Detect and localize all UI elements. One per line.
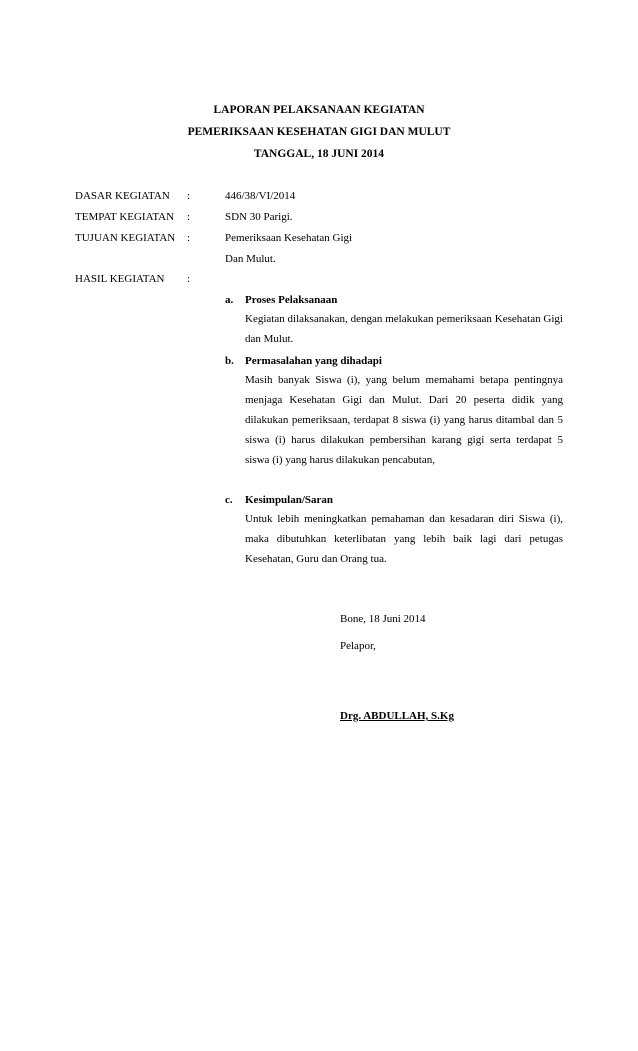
tujuan-value-line1: Pemeriksaan Kesehatan Gigi: [225, 232, 353, 244]
colon: :: [187, 190, 191, 202]
report-date: TANGGAL, 18 JUNI 2014: [253, 148, 385, 160]
hasil-label: HASIL KEGIATAN: [75, 273, 165, 285]
tujuan-label: TUJUAN KEGIATAN: [75, 232, 176, 244]
dasar-label: DASAR KEGIATAN: [75, 190, 170, 202]
section-heading: Permasalahan yang dihadapi: [245, 355, 382, 367]
signature-role: Pelapor,: [340, 640, 376, 652]
section-letter: a.: [225, 294, 234, 306]
colon: :: [187, 211, 191, 223]
report-title: LAPORAN PELAKSANAAN KEGIATAN: [213, 104, 425, 116]
dasar-value: 446/38/VI/2014: [225, 190, 296, 202]
section-body: Masih banyak Siswa (i), yang belum memahami betapa pentingnya menjaga Kesehatan Gigi dan Mulut. Dari 20 peserta didik yang dilakukan pemeriksaan, terdapat 8 siswa (i) yang harus ditambal dan 5 siswa (i) harus dilakukan pembersihan karang gigi serta terdapat 5 siswa (i) yang harus dilakukan pencabutan,: [245, 374, 563, 466]
section-body: Kegiatan dilaksanakan, dengan melakukan pemeriksaan Kesehatan Gigi dan Mulut.: [245, 313, 563, 345]
section-heading: Kesimpulan/Saran: [245, 494, 334, 506]
section-letter: b.: [225, 355, 234, 367]
colon: :: [187, 273, 191, 285]
signatory-name: Drg. ABDULLAH, S.Kg: [340, 710, 454, 722]
report-subtitle: PEMERIKSAAN KESEHATAN GIGI DAN MULUT: [187, 126, 451, 138]
section-heading: Proses Pelaksanaan: [245, 294, 338, 306]
signature-place-date: Bone, 18 Juni 2014: [340, 613, 426, 625]
colon: :: [187, 232, 191, 244]
tempat-label: TEMPAT KEGIATAN: [75, 211, 175, 223]
section-letter: c.: [225, 494, 233, 506]
tujuan-value-line2: Dan Mulut.: [225, 253, 276, 265]
tempat-value: SDN 30 Parigi.: [225, 211, 293, 223]
section-body: Untuk lebih meningkatkan pemahaman dan kesadaran diri Siswa (i), maka dibutuhkan keterlibatan yang lebih baik lagi dari petugas Kesehatan, Guru dan Orang tua.: [245, 513, 563, 565]
